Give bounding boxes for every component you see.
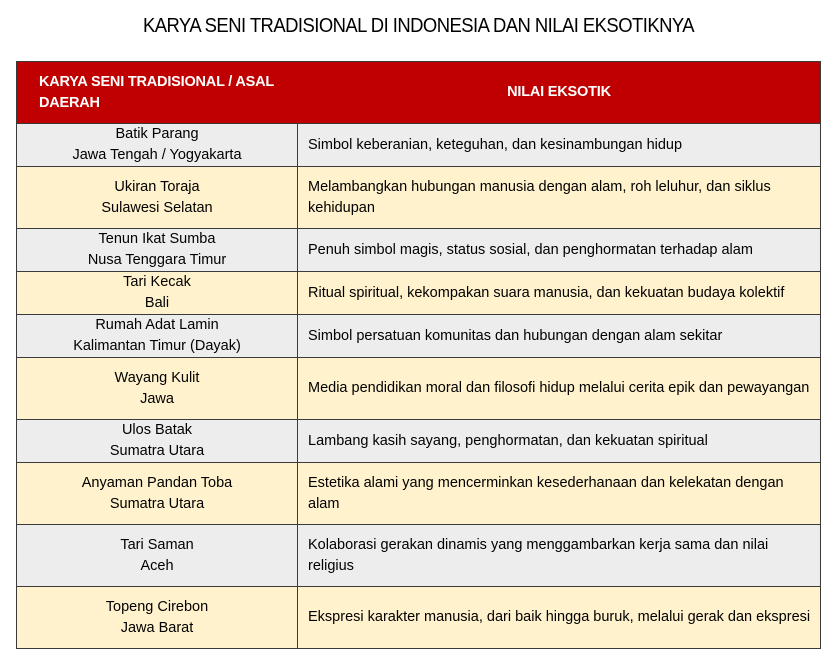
art-cell <box>17 358 298 420</box>
art-cell <box>17 525 298 587</box>
value-cell: Estetika alami yang mencerminkan kesederhanaan dan kelekatan dengan alam <box>298 463 821 525</box>
art-name: Ukiran Toraja <box>114 178 200 195</box>
art-region: Bali <box>144 295 170 311</box>
table-row <box>17 463 821 525</box>
art-name: Anyaman Pandan Toba <box>81 474 233 491</box>
art-cell <box>17 315 298 358</box>
art-cell <box>17 420 298 463</box>
table-row <box>17 272 821 315</box>
art-region: Jawa <box>140 390 174 407</box>
value-cell: Kolaborasi gerakan dinamis yang menggambarkan kerja sama dan nilai religius <box>298 525 821 587</box>
art-region: Jawa Barat <box>120 619 194 636</box>
table-row <box>17 229 821 272</box>
art-name: Tari Saman <box>120 536 194 553</box>
art-region: Sumatra Utara <box>109 495 205 512</box>
table-header-row <box>17 62 821 124</box>
art-cell <box>17 167 298 229</box>
art-region: Nusa Tenggara Timur <box>87 252 227 268</box>
header-art-region: KARYA SENI TRADISIONAL / ASAL DAERAH <box>17 62 298 124</box>
art-region: Jawa Tengah / Yogyakarta <box>72 147 242 163</box>
table-row <box>17 587 821 649</box>
art-name: Tari Kecak <box>123 274 191 290</box>
art-cell <box>17 463 298 525</box>
art-region: Kalimantan Timur (Dayak) <box>73 338 241 354</box>
value-cell: Simbol persatuan komunitas dan hubungan dengan alam sekitar <box>298 315 821 358</box>
table-row <box>17 315 821 358</box>
value-cell: Melambangkan hubungan manusia dengan alam, roh leluhur, dan siklus kehidupan <box>298 167 821 229</box>
art-cell <box>17 229 298 272</box>
art-region: Sulawesi Selatan <box>101 199 213 216</box>
value-cell: Simbol keberanian, keteguhan, dan kesinambungan hidup <box>298 124 821 167</box>
header-exotic-value: NILAI EKSOTIK <box>298 62 821 124</box>
table-row <box>17 124 821 167</box>
page-title: KARYA SENI TRADISIONAL DI INDONESIA DAN NILAI EKSOTIKNYA <box>142 14 695 37</box>
table-row <box>17 420 821 463</box>
art-name: Rumah Adat Lamin <box>95 317 219 333</box>
art-region: Sumatra Utara <box>109 443 205 459</box>
art-cell <box>17 124 298 167</box>
value-cell: Penuh simbol magis, status sosial, dan penghormatan terhadap alam <box>298 229 821 272</box>
art-name: Tenun Ikat Sumba <box>98 231 216 247</box>
art-cell <box>17 587 298 649</box>
value-cell: Ekspresi karakter manusia, dari baik hingga buruk, melalui gerak dan ekspresi <box>298 587 821 649</box>
art-cell <box>17 272 298 315</box>
art-name: Batik Parang <box>115 126 199 142</box>
table-row <box>17 167 821 229</box>
art-table <box>16 61 821 649</box>
table-row <box>17 358 821 420</box>
art-name: Topeng Cirebon <box>105 598 209 615</box>
art-region: Aceh <box>140 557 174 574</box>
value-cell: Media pendidikan moral dan filosofi hidup melalui cerita epik dan pewayangan <box>298 358 821 420</box>
value-cell: Lambang kasih sayang, penghormatan, dan kekuatan spiritual <box>298 420 821 463</box>
value-cell: Ritual spiritual, kekompakan suara manusia, dan kekuatan budaya kolektif <box>298 272 821 315</box>
art-name: Ulos Batak <box>121 422 193 438</box>
art-name: Wayang Kulit <box>114 369 200 386</box>
table-row <box>17 525 821 587</box>
